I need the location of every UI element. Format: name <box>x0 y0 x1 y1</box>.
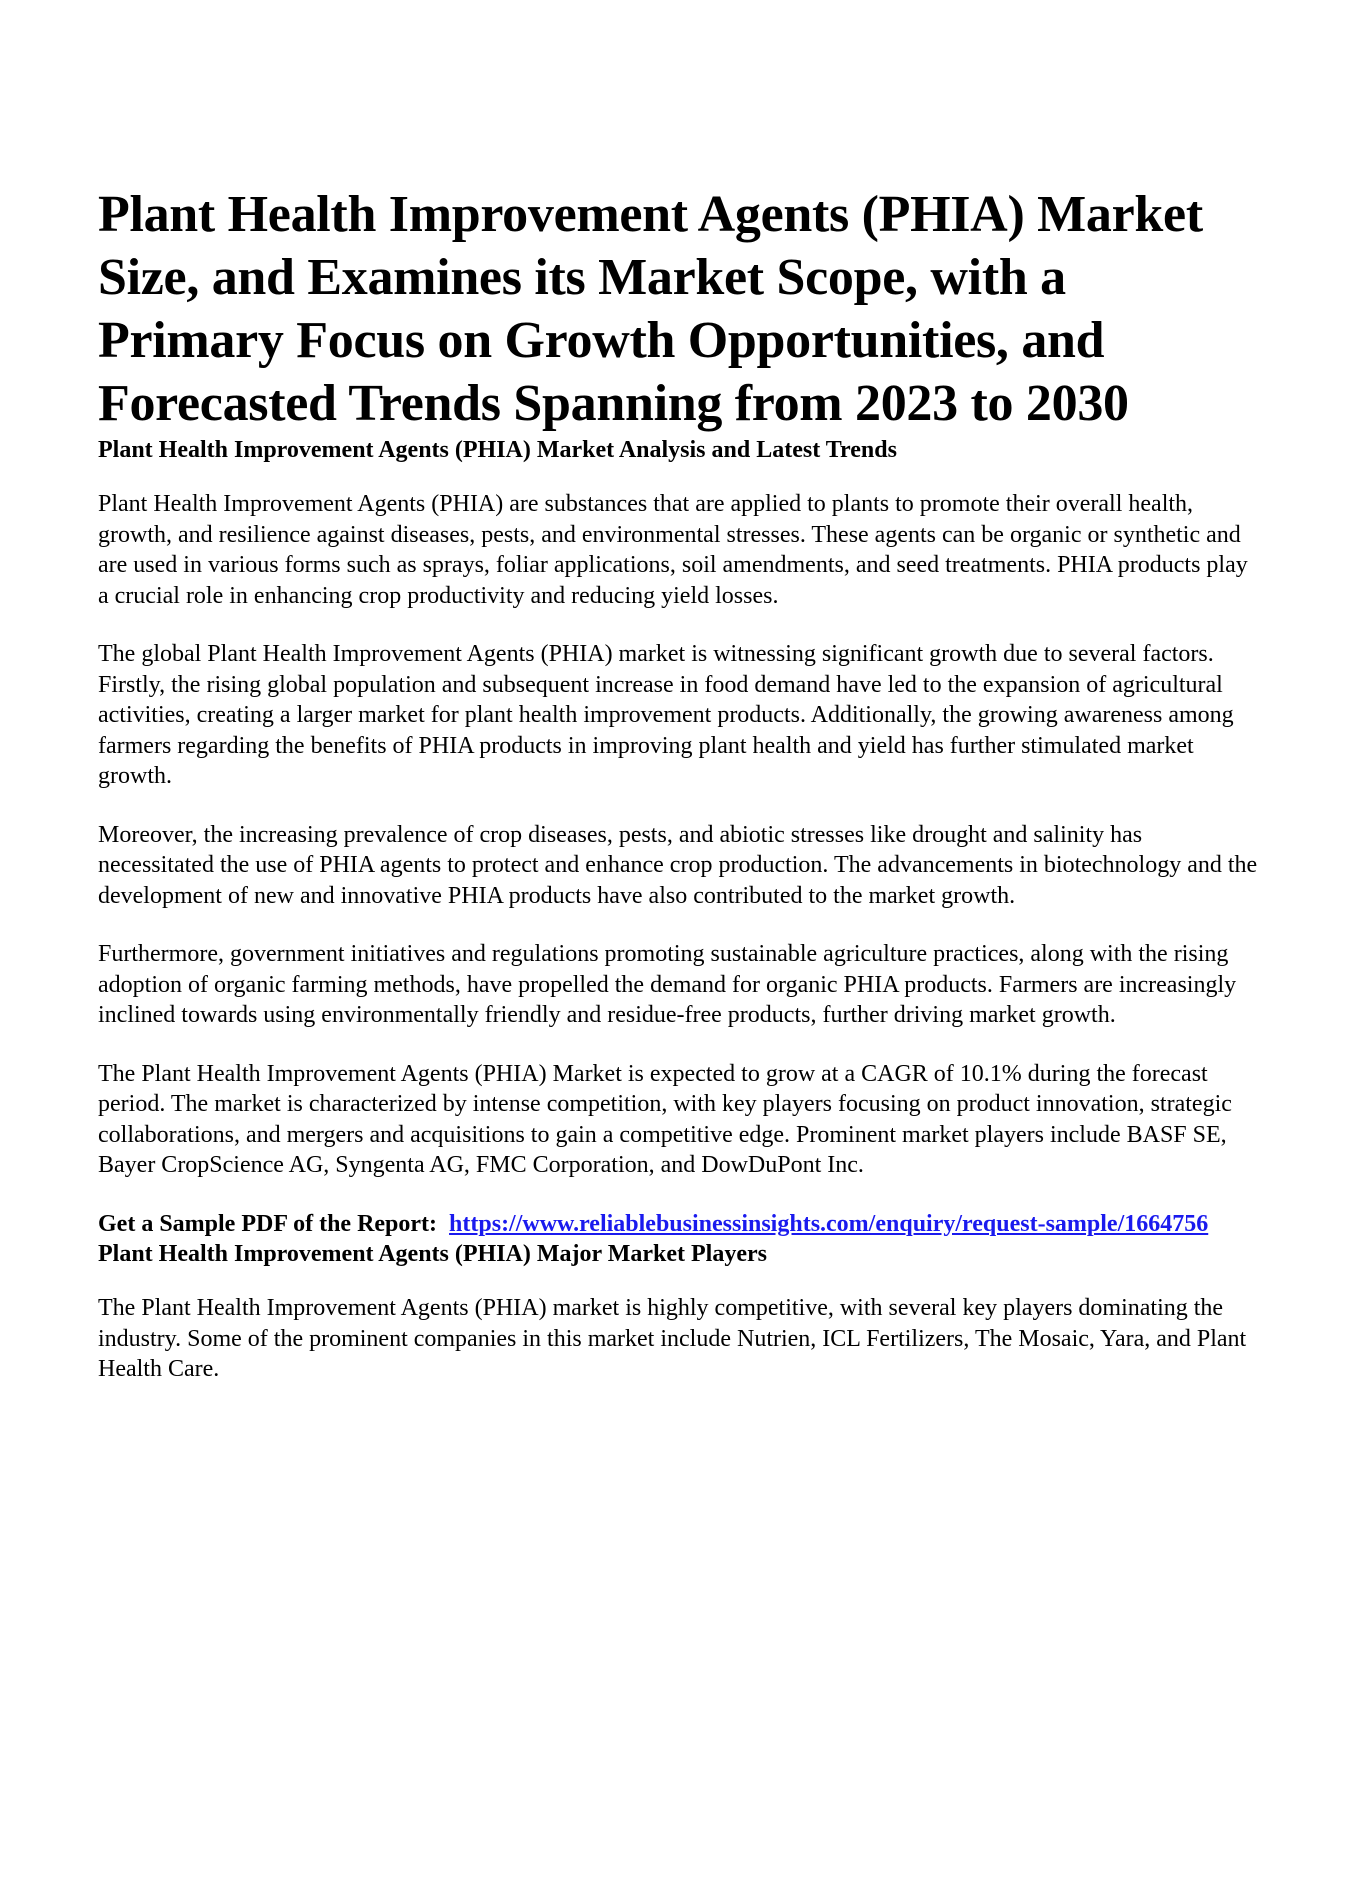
section-heading-analysis: Plant Health Improvement Agents (PHIA) Market Analysis and Latest Trends <box>98 437 897 463</box>
sample-pdf-link[interactable]: https://www.reliablebusinessinsights.com/enquiry/request-sample/1664756 <box>449 1210 1209 1237</box>
document-page <box>98 183 1258 1385</box>
sample-pdf-label: Get a Sample PDF of the Report: <box>98 1210 438 1237</box>
sample-pdf-line <box>98 1209 1258 1240</box>
paragraph-government-initiatives: Furthermore, government initiatives and regulations promoting sustainable agriculture practices, along with the rising adoption of organic farming methods, have propelled the demand for organic PHIA products. Farmers are increasingly inclined towards using environmentally friendly and residue-free products, further driving market growth. <box>98 941 1237 1028</box>
section-heading-major-players: Plant Health Improvement Agents (PHIA) Major Market Players <box>98 1241 767 1267</box>
paragraph-cagr-forecast: The Plant Health Improvement Agents (PHIA) Market is expected to grow at a CAGR of 10.1% during the forecast period. The market is characterized by intense competition, with key players focusing on product innovation, strategic collaborations, and mergers and acquisitions to gain a competitive edge. Prominent market players include BASF SE, Bayer CropScience AG, Syngenta AG, FMC Corporation, and DowDuPont Inc. <box>98 1060 1232 1178</box>
paragraph-diseases-pests: Moreover, the increasing prevalence of crop diseases, pests, and abiotic stresses like drought and salinity has necessitated the use of PHIA agents to protect and enhance crop production. The advancements in biotechnology and the development of new and innovative PHIA products have also contributed to the market growth. <box>98 821 1258 909</box>
document-title: Plant Health Improvement Agents (PHIA) Market Size, and Examines its Market Scope, with a Primary Focus on Growth Opportunities, and Forecasted Trends Spanning from 2023 to 2030 <box>98 186 1203 432</box>
paragraph-growth-factors: The global Plant Health Improvement Agents (PHIA) market is witnessing significant growth due to several factors. Firstly, the rising global population and subsequent increase in food demand have led to the expansion of agricultural activities, creating a larger market for plant health improvement products. Additionally, the growing awareness among farmers regarding the benefits of PHIA products in improving plant health and yield has further stimulated market growth. <box>98 641 1234 789</box>
paragraph-major-players: The Plant Health Improvement Agents (PHIA) market is highly competitive, with several key players dominating the industry. Some of the prominent companies in this market include Nutrien, ICL Fertilizers, The Mosaic, Yara, and Plant Health Care. <box>98 1295 1247 1382</box>
paragraph-definition: Plant Health Improvement Agents (PHIA) are substances that are applied to plants to promote their overall health, growth, and resilience against diseases, pests, and environmental stresses. These agents can be organic or synthetic and are used in various forms such as sprays, foliar applications, soil amendments, and seed treatments. PHIA products play a crucial role in enhancing crop productivity and reducing yield losses. <box>98 491 1248 609</box>
